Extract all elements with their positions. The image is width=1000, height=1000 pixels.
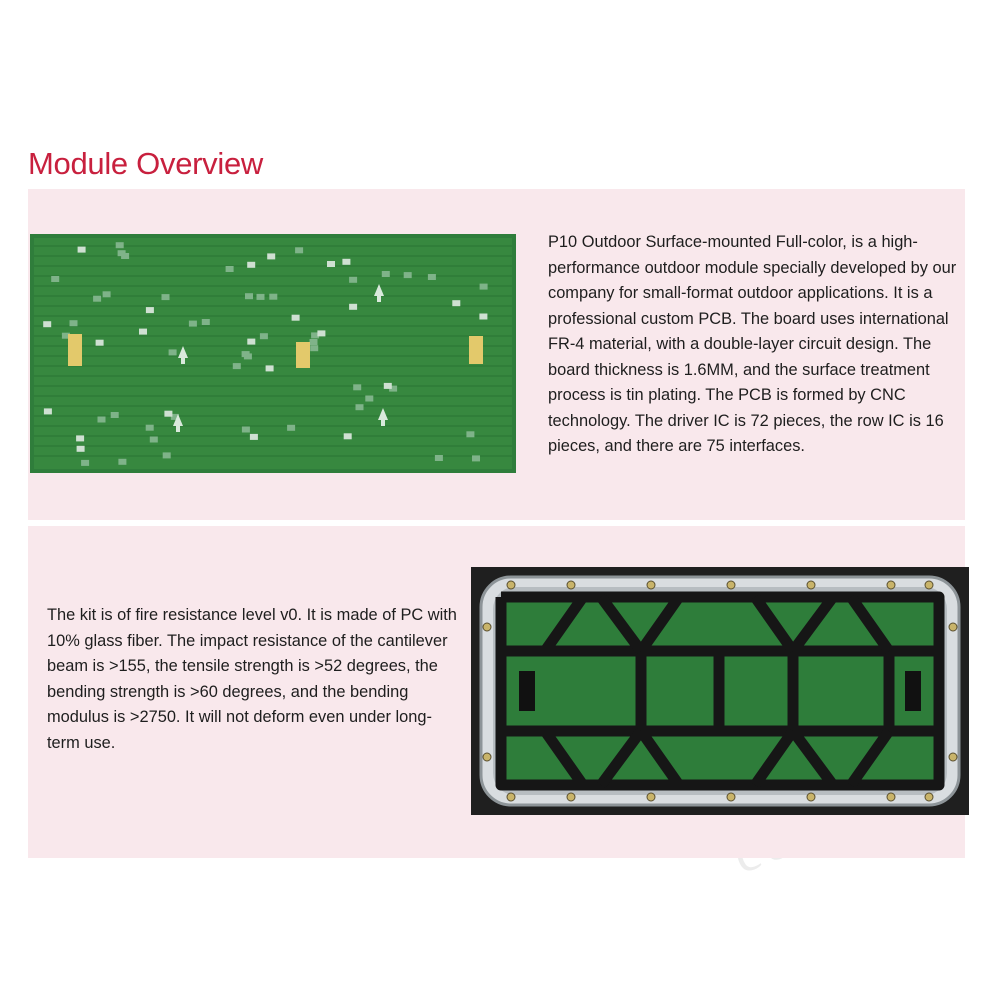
pcb-board-image	[30, 234, 516, 473]
pcb-description: P10 Outdoor Surface-mounted Full-color, is a high-performance outdoor module specially developed by our company for small-format outdoor applications. It is a professional custom PCB. The board uses international FR-4 material, with a double-layer circuit design. The board thickness is 1.6MM, and the surface treatment process is tin plating. The PCB is formed by CNC technology. The driver IC is 72 pieces, the row IC is 16 pieces, and there are 75 interfaces.	[548, 233, 957, 455]
module-frame-image	[471, 567, 969, 815]
section-title: Module Overview	[28, 146, 263, 181]
kit-description: The kit is of fire resistance level v0. It is made of PC with 10% glass fiber. The impact resistance of the cantilever beam is >155, the tensile strength is >52 degrees, the bending strength is >60 degrees, and the bending modulus is >2750. It will not deform even under long-term use.	[47, 606, 457, 752]
